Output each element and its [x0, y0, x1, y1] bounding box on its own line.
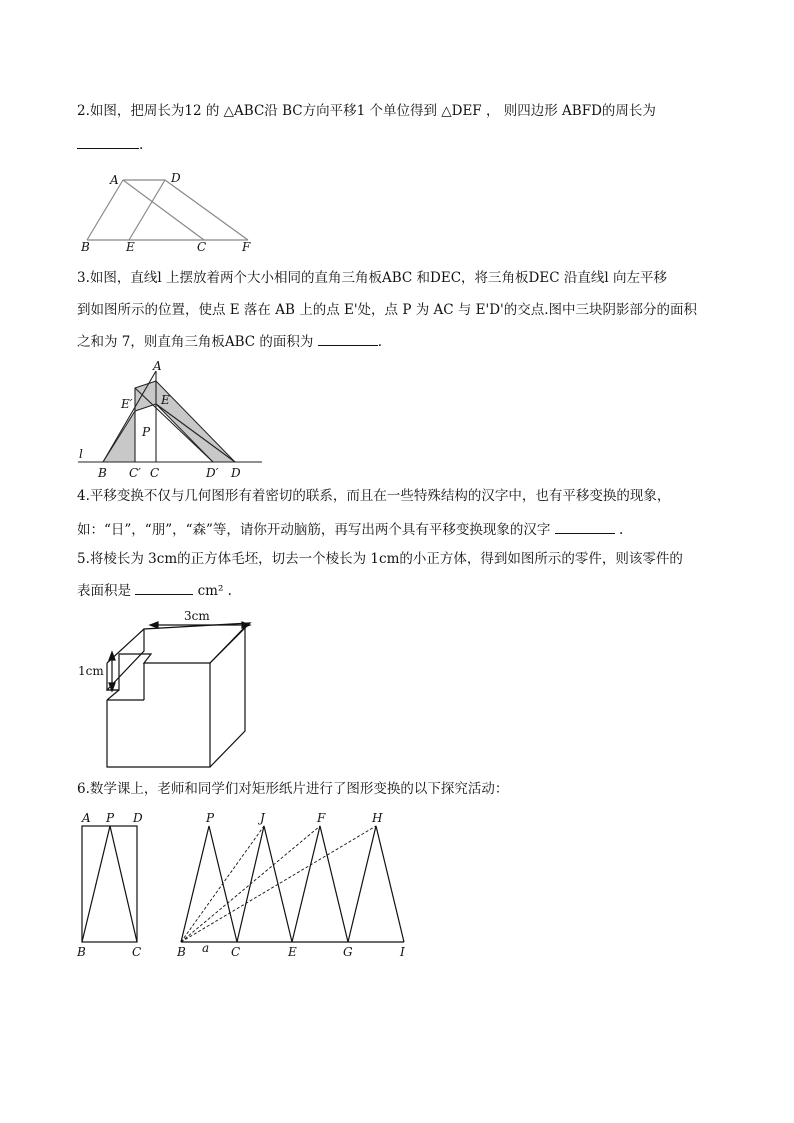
q6-f1-label-C: C	[132, 945, 142, 959]
q6-f2-label-B: B	[177, 945, 186, 959]
q5-unit: cm²	[197, 583, 224, 599]
q2-period: .	[139, 137, 144, 153]
q3-label-P: P	[142, 425, 151, 439]
q3-line1: 3.如图，直线l 上摆放着两个大小相同的直角三角板ABC 和DEC，将三角板DEC 沿直线l 向左平移	[77, 270, 667, 286]
q3-label-C: C	[150, 466, 160, 480]
q5-label-3cm: 3cm	[184, 609, 210, 623]
q6-f2-label-F: F	[317, 811, 326, 825]
q5-line1: 5.将棱长为 3cm的正方体毛坯，切去一个棱长为 1cm的小正方体，得到如图所示的零件，则该零件的	[77, 551, 683, 567]
q2-label-A: A	[110, 173, 119, 187]
q2-label-D: D	[171, 171, 181, 185]
q6-f1-label-P: P	[106, 811, 115, 825]
q3-label-D1: D′	[206, 466, 219, 480]
q6-f1-label-D: D	[133, 811, 143, 825]
q3-label-B: B	[98, 466, 107, 480]
q6-f2-label-I: I	[400, 945, 405, 959]
q2-label-E: E	[126, 240, 135, 254]
q6-f1-label-B: B	[77, 945, 86, 959]
q4-line1: 4.平移变换不仅与几何图形有着密切的联系，而且在一些特殊结构的汉字中，也有平移变换的现象，	[77, 488, 671, 504]
q6-dash-BF	[181, 826, 320, 942]
q5-period: .	[227, 583, 232, 599]
q4-period: .	[619, 522, 624, 538]
q6-f2-label-C: C	[231, 945, 241, 959]
q3-label-D: D	[231, 466, 241, 480]
q3-label-A: A	[153, 359, 162, 373]
q2-label-C: C	[197, 240, 207, 254]
q3-line2: 到如图所示的位置，使点 E 落在 AB 上的点 E'处，点 P 为 AC 与 E'D'的交点.图中三块阴影部分的面积	[77, 302, 698, 318]
q5-line2-text: 表面积是	[77, 583, 131, 599]
q6-f1-label-A: A	[82, 811, 91, 825]
q6-f2-label-H: H	[372, 811, 383, 825]
q3-line3-text: 之和为 7，则直角三角板ABC 的面积为	[77, 334, 314, 350]
q3-label-E1: E′	[121, 397, 133, 411]
q2-text: 2.如图，把周长为12 的 △ABC沿 BC方向平移1 个单位得到 △DEF ， 则四边形 ABFD的周长为	[77, 103, 656, 119]
q3-label-E: E	[161, 393, 170, 407]
q6-f2-label-G: G	[343, 945, 353, 959]
q3-label-l: l	[79, 447, 83, 461]
q6-f2-label-J: J	[260, 811, 265, 825]
q6-zigzag	[181, 826, 404, 942]
q6-f2-label-a: a	[202, 941, 210, 955]
q2-label-B: B	[81, 240, 90, 254]
q5-label-1cm: 1cm	[78, 664, 104, 678]
q6-dash-BJ	[181, 826, 264, 942]
q4-line2-text: 如：“日”，“朋”，“森”等，请你开动脑筋，再写出两个具有平移变换现象的汉字	[77, 522, 551, 538]
q3-label-C1: C′	[129, 466, 141, 480]
q6-f2-label-P: P	[206, 811, 215, 825]
q2-label-F: F	[242, 240, 251, 254]
q6-f2-label-E: E	[288, 945, 297, 959]
q6-text: 6.数学课上，老师和同学们对矩形纸片进行了图形变换的以下探究活动：	[77, 781, 509, 797]
q3-period: .	[377, 334, 383, 350]
